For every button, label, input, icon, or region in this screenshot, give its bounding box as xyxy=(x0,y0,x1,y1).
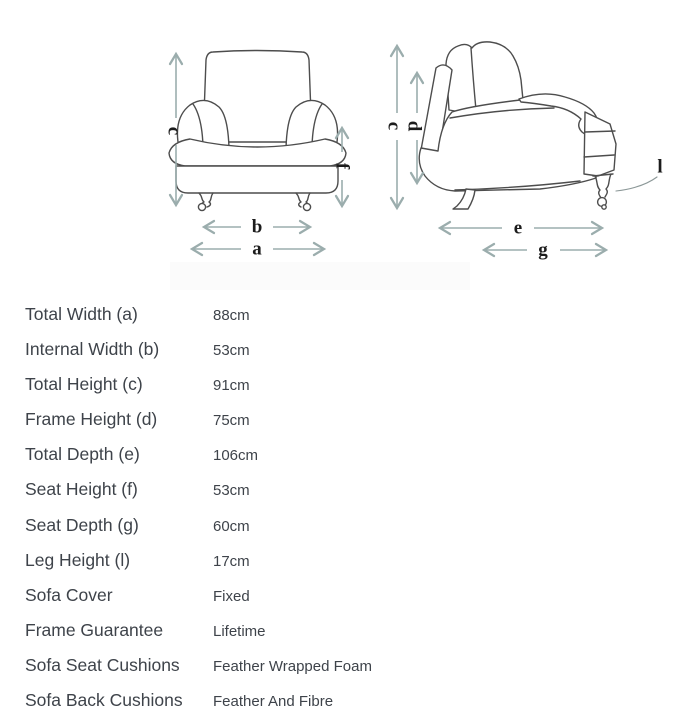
spec-label: Total Depth (e) xyxy=(25,444,140,465)
spec-row-total-height xyxy=(25,367,665,402)
spec-row-seat-cushions xyxy=(25,648,665,683)
spec-row-frame-guarantee xyxy=(25,613,665,648)
spec-label: Leg Height (l) xyxy=(25,549,131,570)
dim-label-e: e xyxy=(513,217,523,239)
spec-value: Feather And Fibre xyxy=(213,693,334,711)
spec-label: Total Height (c) xyxy=(25,374,143,395)
dim-label-d: d xyxy=(403,120,425,132)
faint-image-band xyxy=(170,262,470,290)
dim-label-b: b xyxy=(251,216,263,238)
spec-label: Total Width (a) xyxy=(25,304,138,324)
dimensions-diagram xyxy=(0,0,687,292)
spec-row-seat-height xyxy=(25,472,665,507)
spec-value: Feather Wrapped Foam xyxy=(213,657,372,675)
spec-label: Internal Width (b) xyxy=(25,339,160,360)
dim-label-c-front: c xyxy=(163,126,185,136)
spec-value: 17cm xyxy=(213,552,250,570)
spec-value: 53cm xyxy=(213,482,250,500)
dim-label-g: g xyxy=(538,239,548,261)
spec-row-sofa-cover xyxy=(25,578,665,613)
spec-value: Fixed xyxy=(213,587,250,605)
spec-row-total-depth xyxy=(25,437,665,472)
spec-value: 60cm xyxy=(213,517,250,535)
spec-value: 53cm xyxy=(213,342,250,360)
spec-label: Sofa Seat Cushions xyxy=(25,654,180,675)
spec-row-back-cushions xyxy=(25,683,665,718)
spec-label: Sofa Cover xyxy=(25,584,113,605)
spec-label: Seat Height (f) xyxy=(25,479,138,500)
dim-label-a: a xyxy=(252,238,262,260)
dim-label-f: f xyxy=(331,162,353,170)
dim-label-c-side: c xyxy=(383,121,405,131)
spec-label: Seat Depth (g) xyxy=(25,514,139,535)
spec-label: Frame Height (d) xyxy=(25,409,158,430)
sofa-side-view-drawing xyxy=(419,42,657,209)
spec-row-seat-depth xyxy=(25,508,665,543)
spec-row-frame-height xyxy=(25,402,665,437)
spec-row-internal-width xyxy=(25,332,665,367)
spec-row-leg-height xyxy=(25,543,665,578)
spec-label: Sofa Back Cushions xyxy=(25,690,183,711)
spec-value: 88cm xyxy=(213,307,250,324)
spec-table xyxy=(25,297,665,718)
spec-row-total-width xyxy=(25,297,665,332)
dim-label-l: l xyxy=(657,156,663,178)
spec-value: 91cm xyxy=(213,377,250,395)
spec-label: Frame Guarantee xyxy=(25,619,164,640)
spec-value: 75cm xyxy=(213,412,250,430)
spec-value: Lifetime xyxy=(213,622,266,640)
spec-value: 106cm xyxy=(213,447,259,465)
armchair-front-view-drawing xyxy=(169,51,346,211)
